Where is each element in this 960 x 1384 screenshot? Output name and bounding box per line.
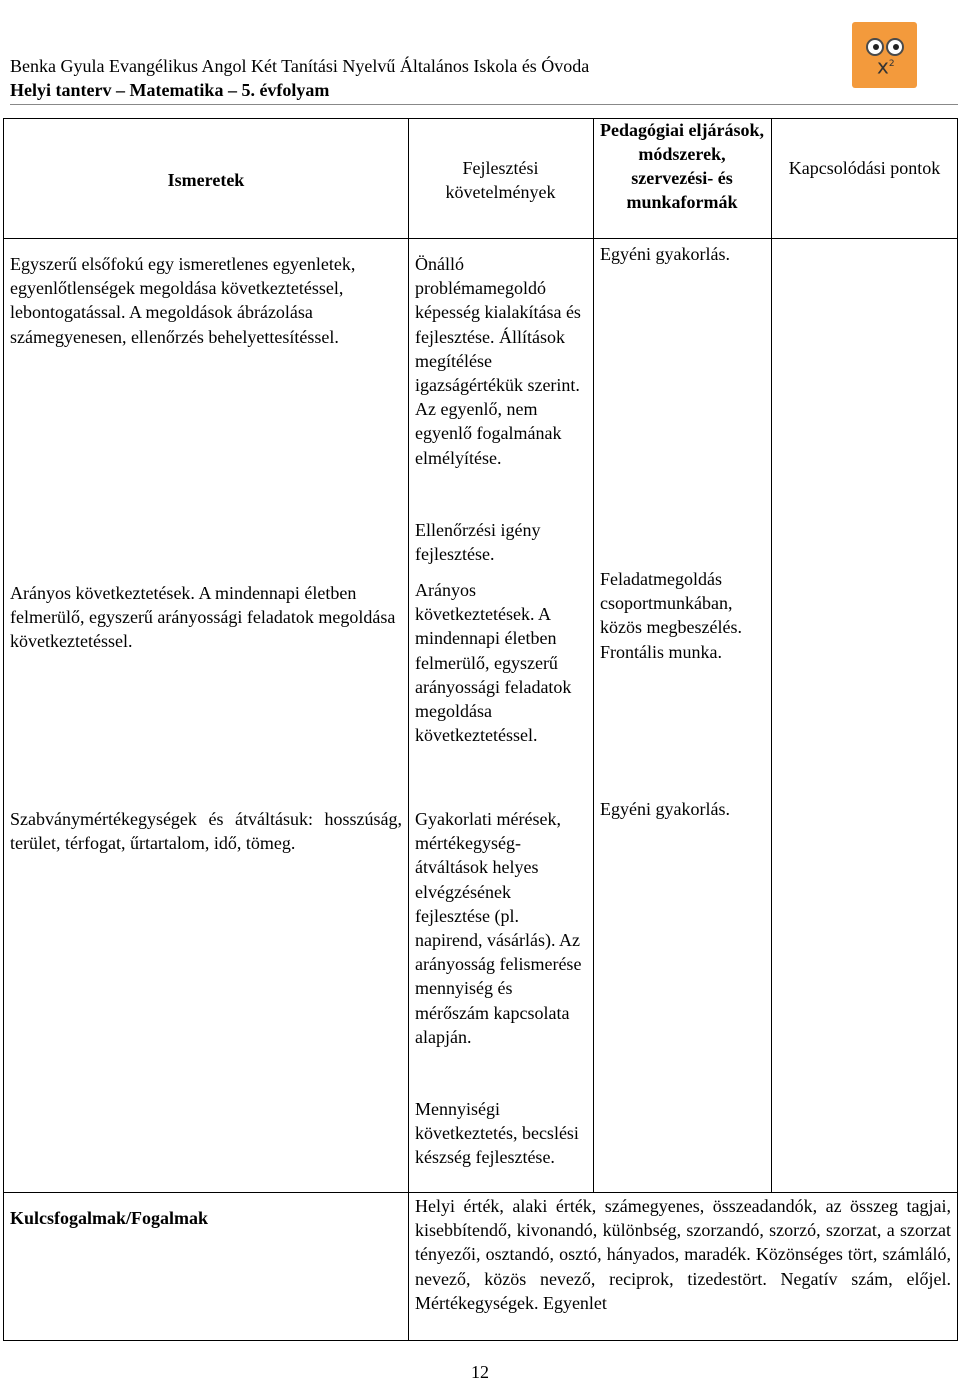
table-border-bottom: [3, 1340, 958, 1341]
column-header-development: Fejlesztési követelmények: [445, 158, 556, 203]
row-3-development: Gyakorlati mérések, mértékegység-átváltások helyes elvégzésének fejlesztése (pl. napirend, vásárlás). Az arányosság felismerése mennyiség és mérőszám kapcsolata alapján.: [415, 809, 582, 1047]
row-1-knowledge: Egyszerű elsőfokú egy ismeretlenes egyenletek, egyenlőtlenségek megoldása következtetéssel, lebontogatással. A megoldások ábrázolása számegyenesen, ellenőrzés behelyettesítéssel.: [10, 254, 356, 347]
keywords-text: Helyi érték, alaki érték, számegyenes, összeadandók, az összeg tagjai, kisebbítendő, kivonandó, különbség, szorzandó, szorzó, szorzat, a szorzat tényezői, osztandó, osztó, hányados, maradék. Közönséges tört, számláló, nevező, közös nevező, reciprok, tizedestört. Negatív szám, előjel. Mértékegységek. Egyenlet: [415, 1196, 951, 1313]
owl-eyes-icon: [852, 22, 917, 88]
column-header-methods: Pedagógiai eljárások, módszerek, szervezési- és munkaformák: [600, 120, 764, 212]
keywords-row-top: [3, 1192, 958, 1193]
row-1-development-extra: Ellenőrzési igény fejlesztése.: [415, 520, 541, 565]
row-3-development-extra: Mennyiségi következtetés, becslési készség fejlesztése.: [415, 1099, 579, 1168]
page-number: 12: [471, 1362, 489, 1382]
table-divider-2: [593, 118, 594, 1192]
x-squared-icon: $x^2$: [877, 54, 895, 79]
keywords-label: Kulcsfogalmak/Fogalmak: [10, 1208, 209, 1228]
row-1-development: Önálló problémamegoldó képesség kialakítása és fejlesztése. Állítások megítélése igazságértékük szerint. Az egyenlő, nem egyenlő fogalmának elmélyítése.: [415, 254, 581, 468]
curriculum-title: Helyi tanterv – Matematika – 5. évfolyam: [10, 80, 330, 100]
row-2-methods: Feladatmegoldás csoportmunkában, közös megbeszélés. Frontális munka.: [600, 569, 742, 662]
table-divider-1: [408, 118, 409, 1340]
school-name: Benka Gyula Evangélikus Angol Két Tanítási Nyelvű Általános Iskola és Óvoda: [10, 56, 590, 76]
row-2-knowledge: Arányos következtetések. A mindennapi életben felmerülő, egyszerű arányossági feladatok megoldása következtetéssel.: [10, 583, 396, 652]
column-header-knowledge: Ismeretek: [167, 170, 245, 190]
row-2-development: Arányos következtetések. A mindennapi életben felmerülő, egyszerű arányossági feladatok megoldása következtetéssel.: [415, 580, 572, 746]
table-border-right: [957, 118, 958, 1340]
row-1-methods: Egyéni gyakorlás.: [600, 244, 730, 264]
column-header-connections: Kapcsolódási pontok: [788, 158, 941, 178]
page-header: [10, 54, 958, 102]
table-border-top: [3, 118, 958, 119]
row-3-methods: Egyéni gyakorlás.: [600, 799, 730, 819]
header-rule: [10, 104, 958, 105]
header-row-bottom: [3, 238, 958, 239]
row-3-knowledge: Szabványmértékegységek és átváltásuk: hosszúság, terület, térfogat, űrtartalom, idő, tömeg.: [10, 809, 402, 854]
table-border-left: [3, 118, 4, 1340]
table-divider-3: [771, 118, 772, 1192]
